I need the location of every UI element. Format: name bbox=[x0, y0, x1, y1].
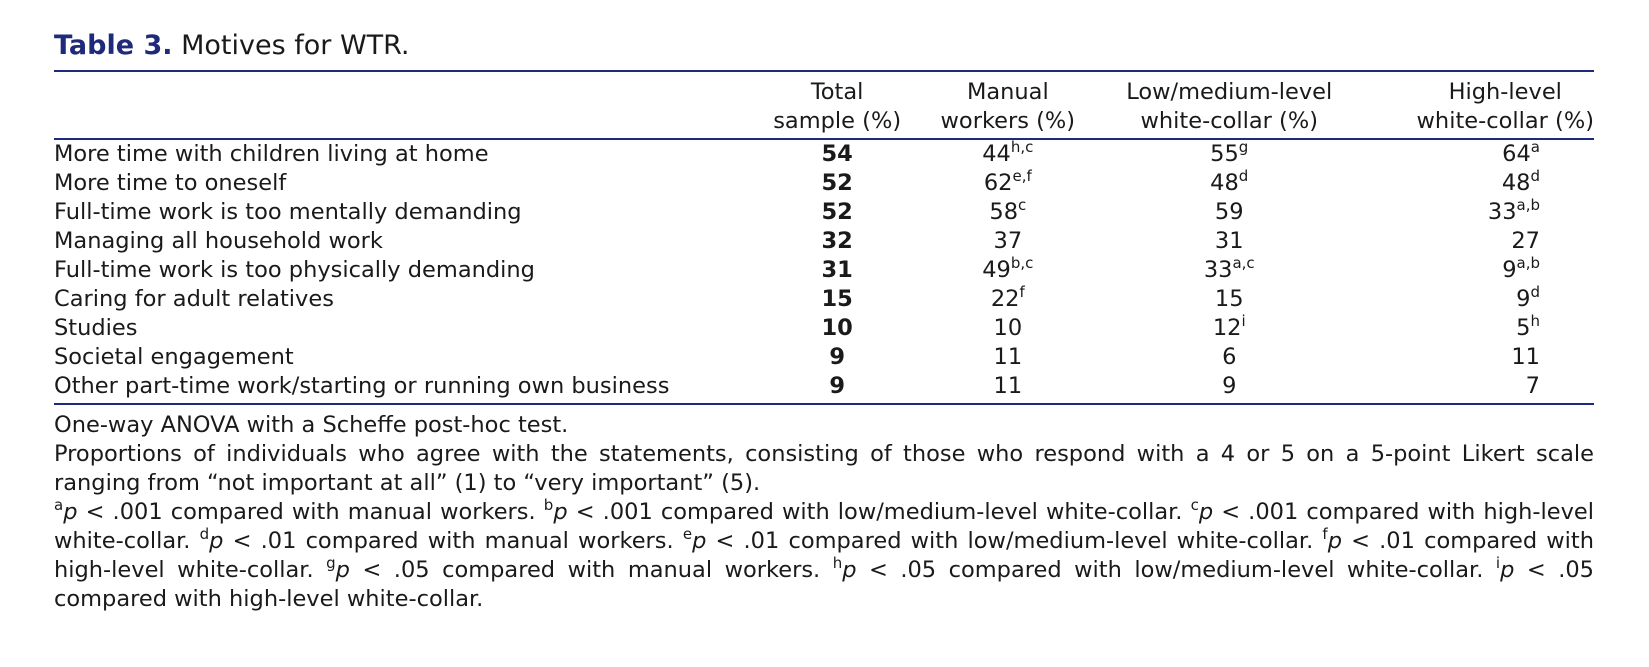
p-symbol: p bbox=[1327, 528, 1342, 554]
cell-manual: 58$^c$ bbox=[989, 196, 1027, 225]
cell-manual: 62$^{e,f}$ bbox=[983, 167, 1032, 196]
cell-total: 52 bbox=[821, 170, 853, 196]
cell-manual: 49$^{b,c}$ bbox=[982, 254, 1034, 283]
significance-marker: b,c bbox=[1010, 254, 1034, 272]
p-symbol: p bbox=[842, 557, 857, 583]
significance-marker: a bbox=[1530, 138, 1540, 156]
footnote-text: < .01 compared with high-level white-collar. bbox=[54, 528, 1602, 583]
significance-marker: e,f bbox=[1012, 167, 1032, 185]
table-row bbox=[54, 314, 1594, 343]
table-row bbox=[54, 198, 1594, 227]
significance-marker: a,b bbox=[1516, 196, 1540, 214]
p-symbol: p bbox=[553, 499, 568, 525]
cell-manual: 10 bbox=[993, 315, 1023, 341]
footnote-text: < .001 compared with high-level white-collar. bbox=[54, 499, 1602, 554]
cell-total: 15 bbox=[821, 286, 853, 312]
cell-lowmed: 6 bbox=[1222, 344, 1237, 370]
cell-high: 9$^{a,b}$ bbox=[1502, 254, 1540, 283]
footnote-text: < .05 compared with manual workers. bbox=[349, 557, 833, 583]
footnote-mark: e bbox=[682, 525, 693, 543]
footnote-text: < .01 compared with low/medium-level white-collar. bbox=[706, 528, 1323, 554]
significance-marker: d bbox=[1530, 167, 1540, 185]
row-label: More time to oneself bbox=[54, 170, 287, 196]
cell-total: 9 bbox=[754, 372, 920, 404]
header-lowmed: Low/medium-level white-collar (%) bbox=[1095, 71, 1363, 139]
significance-marker: i bbox=[1241, 312, 1246, 330]
table-row bbox=[54, 372, 1594, 404]
p-symbol: p bbox=[63, 499, 78, 525]
footnote-mark: c bbox=[1190, 496, 1199, 514]
cell-total: 52 bbox=[821, 199, 853, 225]
cell-lowmed: 33$^{a,c}$ bbox=[1203, 254, 1255, 283]
row-label: Caring for adult relatives bbox=[54, 286, 334, 312]
significance-marker: a,b bbox=[1516, 254, 1540, 272]
row-label: Full-time work is too physically demanding bbox=[54, 257, 535, 283]
cell-total: 54 bbox=[821, 141, 853, 167]
cell-high: 5$^h$ bbox=[1516, 312, 1540, 341]
note-method: One-way ANOVA with a Scheffe post-hoc test. bbox=[54, 412, 569, 438]
table-body bbox=[54, 139, 1594, 404]
cell-lowmed: 55$^g$ bbox=[1210, 138, 1249, 167]
significance-marker: a,c bbox=[1232, 254, 1255, 272]
footnote-text: < .05 compared with low/medium-level white-collar. bbox=[856, 557, 1496, 583]
cell-high: 7 bbox=[1363, 372, 1594, 404]
footnote-mark: g bbox=[326, 554, 336, 572]
table-row bbox=[54, 139, 1594, 169]
cell-manual: 11 bbox=[993, 344, 1023, 370]
p-symbol: p bbox=[1198, 499, 1214, 525]
footnote-mark: b bbox=[543, 496, 554, 514]
cell-high: 27 bbox=[1511, 228, 1540, 254]
footnote-mark: a bbox=[54, 496, 64, 514]
header-row bbox=[54, 71, 1594, 139]
cell-lowmed: 9 bbox=[1095, 372, 1363, 404]
table-number: Table 3. bbox=[54, 30, 173, 61]
p-symbol: p bbox=[1500, 557, 1515, 583]
cell-total: 10 bbox=[821, 315, 853, 341]
cell-manual: 37 bbox=[993, 228, 1023, 254]
header-high: High-level white-collar (%) bbox=[1363, 71, 1594, 139]
cell-manual: 22$^f$ bbox=[990, 283, 1025, 312]
footnote-mark: h bbox=[832, 554, 843, 572]
footnote-text: < .001 compared with low/medium-level white-collar. bbox=[567, 499, 1191, 525]
cell-lowmed: 48$^d$ bbox=[1210, 167, 1249, 196]
cell-lowmed: 31 bbox=[1214, 228, 1244, 254]
row-label: Full-time work is too mentally demanding bbox=[54, 199, 522, 225]
note-significance bbox=[54, 496, 1602, 614]
cell-high: 33$^{a,b}$ bbox=[1487, 196, 1540, 225]
footnote-mark: i bbox=[1495, 554, 1501, 572]
p-symbol: p bbox=[335, 557, 350, 583]
cell-total: 31 bbox=[821, 257, 853, 283]
p-symbol: p bbox=[209, 528, 224, 554]
header-blank bbox=[54, 71, 754, 139]
table-row bbox=[54, 285, 1594, 314]
significance-marker: h bbox=[1530, 312, 1540, 330]
p-symbol: p bbox=[692, 528, 707, 554]
cell-high: 11 bbox=[1511, 344, 1540, 370]
table-row bbox=[54, 256, 1594, 285]
significance-marker: h,c bbox=[1010, 138, 1034, 156]
footnote-text: < .05 compared with high-level white-collar. bbox=[54, 557, 1602, 612]
significance-marker: d bbox=[1530, 283, 1540, 301]
header-total: Total sample (%) bbox=[754, 71, 920, 139]
significance-marker: d bbox=[1238, 167, 1249, 185]
cell-lowmed: 59 bbox=[1214, 199, 1244, 225]
table-row bbox=[54, 227, 1594, 256]
footnote-mark: d bbox=[199, 525, 210, 543]
row-label: More time with children living at home bbox=[54, 141, 489, 167]
row-label: Societal engagement bbox=[54, 344, 294, 370]
table-row bbox=[54, 343, 1594, 372]
cell-manual: 11 bbox=[920, 372, 1095, 404]
cell-manual: 44$^{h,c}$ bbox=[982, 138, 1034, 167]
row-label: Managing all household work bbox=[54, 228, 383, 254]
significance-marker: f bbox=[1019, 283, 1025, 301]
table-title: Motives for WTR. bbox=[181, 30, 410, 61]
cell-lowmed: 15 bbox=[1214, 286, 1244, 312]
footnote-text: < .001 compared with manual workers. bbox=[77, 499, 544, 525]
motives-table bbox=[54, 70, 1594, 405]
significance-marker: c bbox=[1018, 196, 1027, 214]
cell-high: 64$^a$ bbox=[1502, 138, 1540, 167]
row-label: Other part-time work/starting or running own business bbox=[54, 372, 754, 404]
cell-lowmed: 12$^i$ bbox=[1212, 312, 1246, 341]
note-proportions: Proportions of individuals who agree with the statements, consisting of those who respond with a 4 or 5 on a 5-point Likert scale ranging from “not important at all” (1) to “very important” (5). bbox=[54, 441, 1594, 496]
cell-total: 9 bbox=[829, 344, 845, 370]
header-manual: Manual workers (%) bbox=[920, 71, 1095, 139]
cell-total: 32 bbox=[821, 228, 853, 254]
footnote-mark: f bbox=[1322, 525, 1328, 543]
cell-high: 9$^d$ bbox=[1516, 283, 1540, 312]
significance-marker: g bbox=[1238, 138, 1249, 156]
cell-high: 48$^d$ bbox=[1501, 167, 1540, 196]
table-figure bbox=[54, 28, 1602, 614]
table-row bbox=[54, 169, 1594, 198]
footnote-text: < .01 compared with manual workers. bbox=[223, 528, 683, 554]
table-caption bbox=[54, 28, 1594, 64]
table-notes bbox=[54, 411, 1602, 614]
row-label: Studies bbox=[54, 315, 138, 341]
